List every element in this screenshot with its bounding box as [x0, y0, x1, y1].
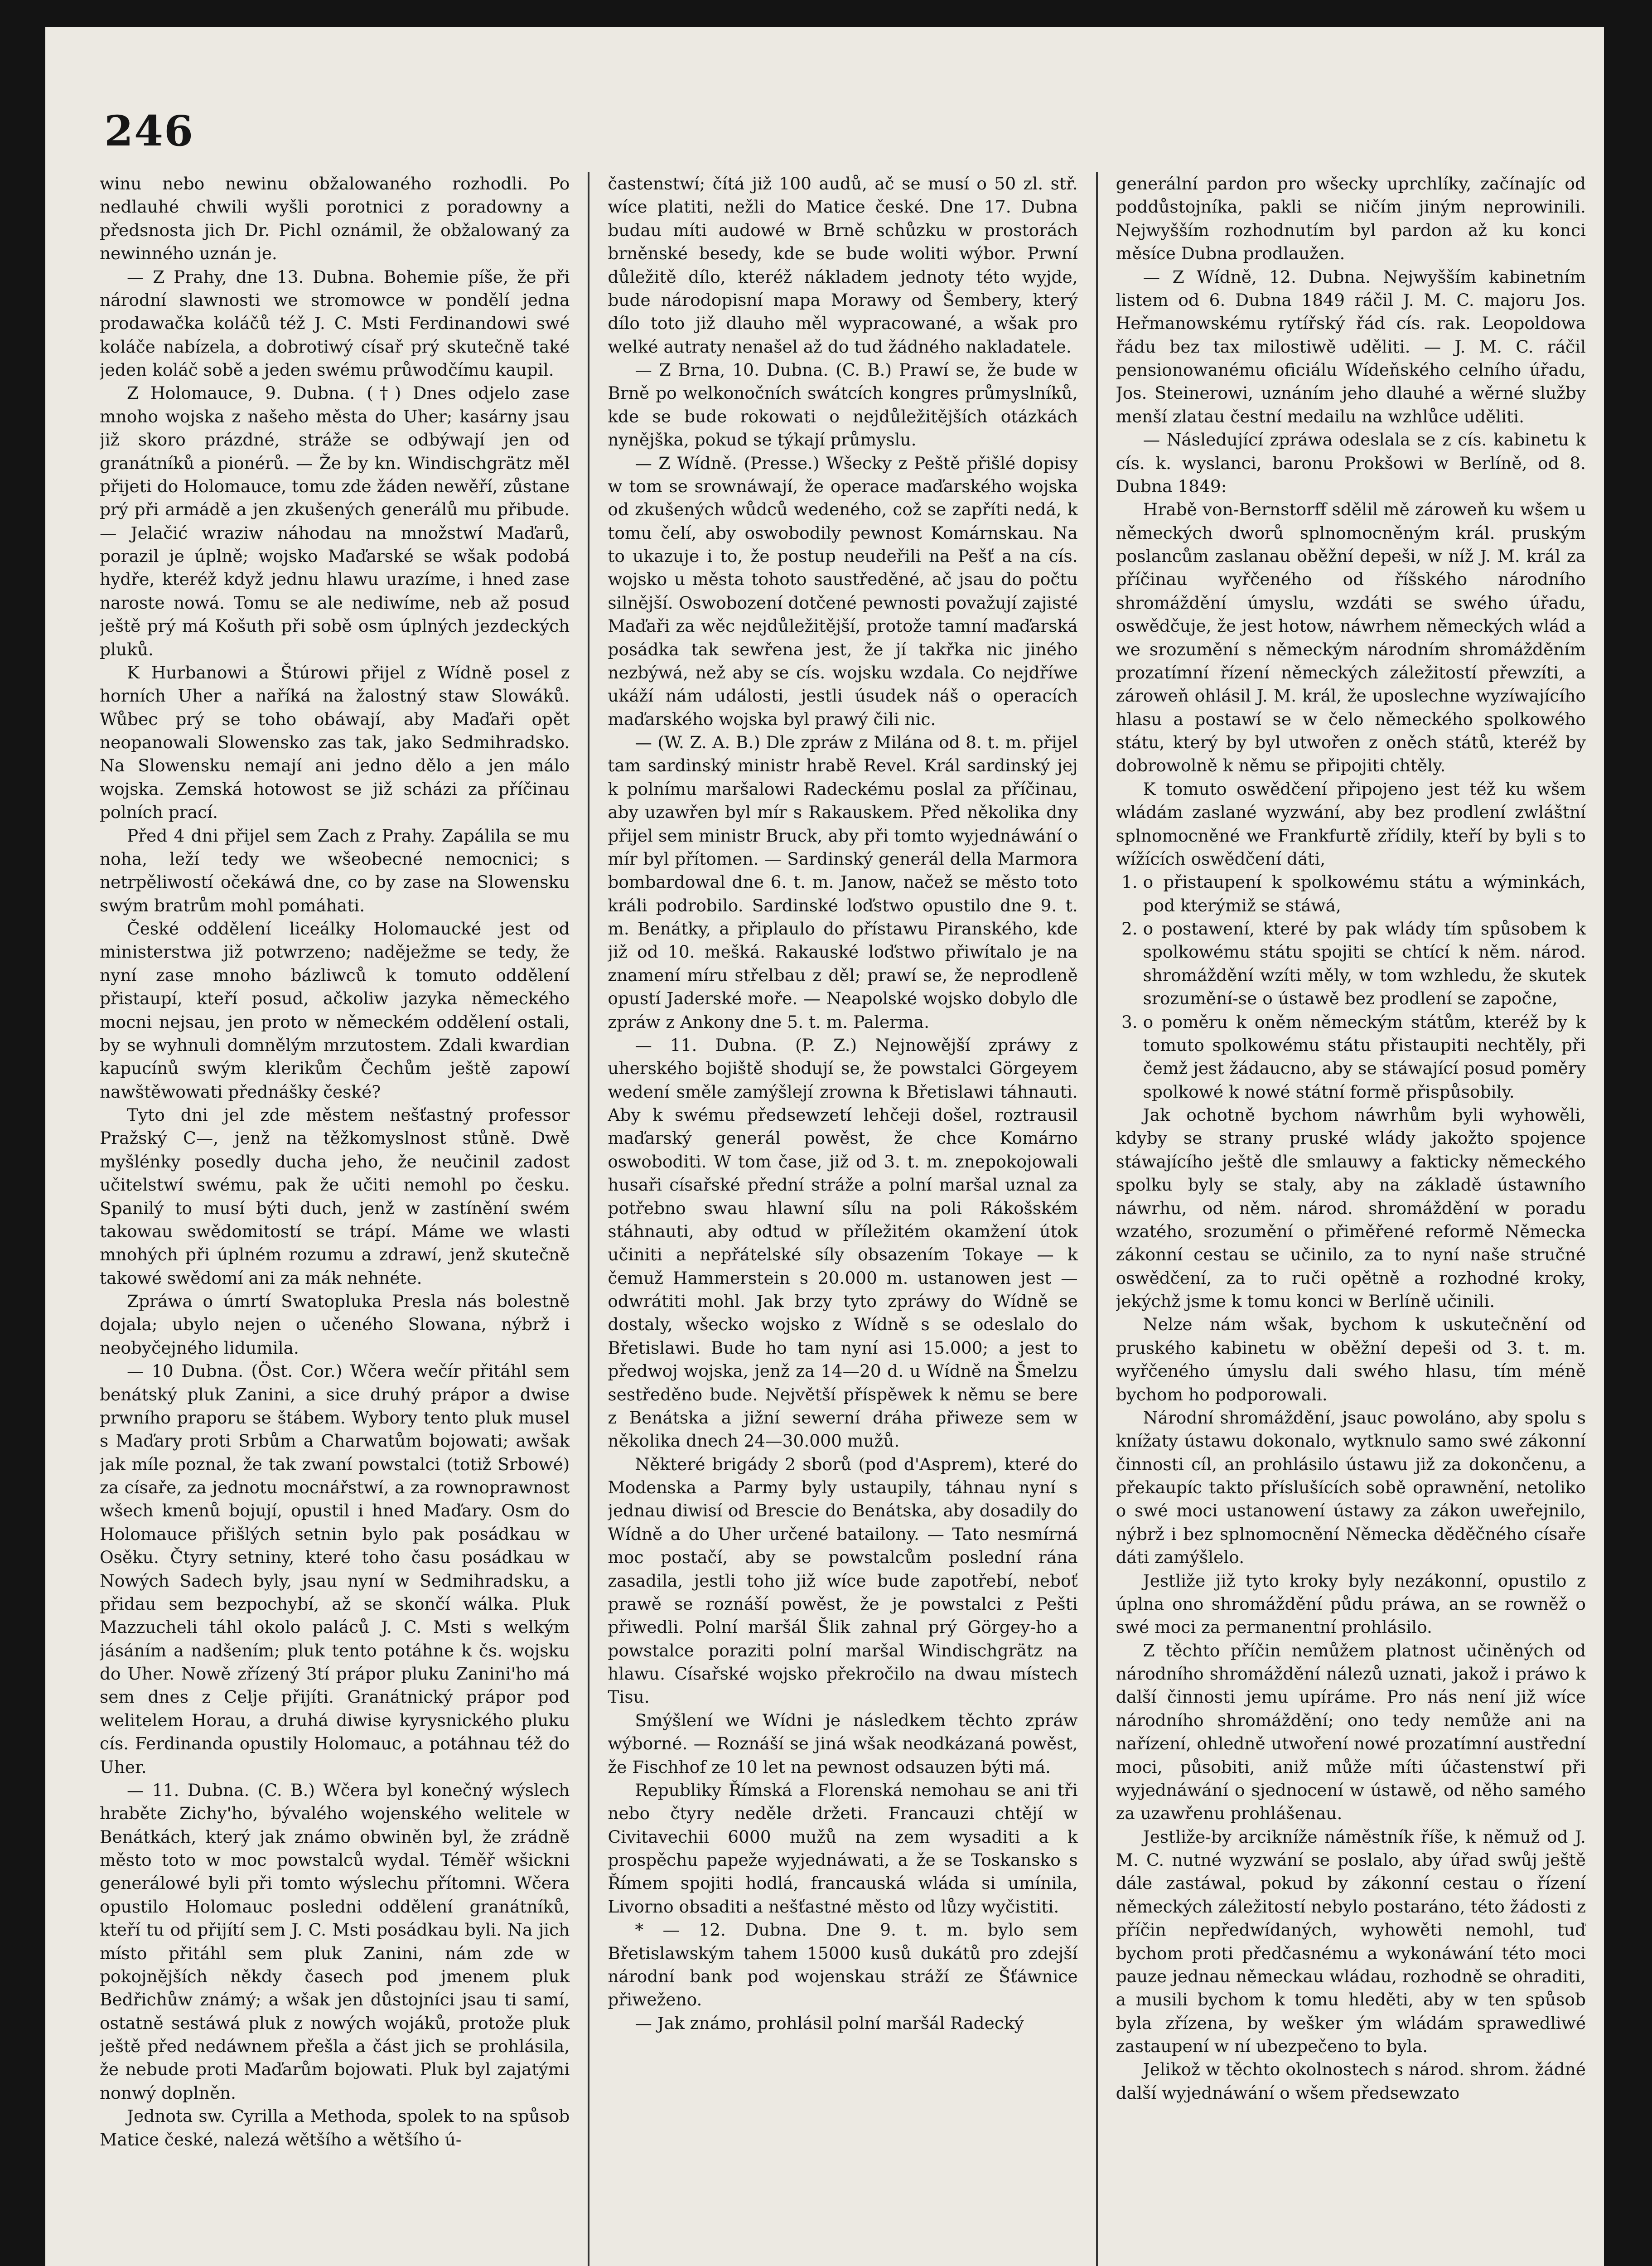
list-item: 3. o poměru k oněm německým státům, kteréž by k tomuto spolkowému státu přistaupiti nechtěly, při čemž jest žádaucno, aby se stáwající posud poměry spolkowé k nowé státní formě přispůsobily.: [1143, 1011, 1586, 1104]
page-number: 246: [104, 107, 194, 155]
article-paragraph: — 10 Dubna. (Öst. Cor.) Wčera wečír přitáhl sem benátský pluk Zanini, a sice druhý prápor a dwise prwního praporu se štábem. Wybory tento pluk musel s Maďary proti Srbům a Charwatům bojowati; awšak jak míle poznal, že tak zwaní powstalci (totiž Srbowé) za císaře, za jednotu mocnářstwí, a za rownoprawnost wšech kmenů bojují, opustil i hned Maďary. Osm do Holomauce přišlých setnin bylo pak posádkau w Osěku. Čtyry setniny, které toho času posádkau w Nowých Sadech byly, jsau nyní w Sedmihradsku, a přidau sem bezpochybí, až se skončí wálka. Pluk Mazzucheli táhl okolo paláců J. C. Msti s welkým jásáním a nadšením; pluk tento potáhne k čs. wojsku do Uher. Nowě zřízený 3tí prápor pluku Zanini'ho má sem dnes z Celje přijíti. Granátnický prápor pod welitelem Horau, a druhá diwise kyrysnického pluku cís. Ferdinanda opustily Holomauc, a potáhnau též do Uher.: [100, 1361, 570, 1777]
article-paragraph: Z těchto příčin nemůžem platnost učiněných od národního shromáždění nálezů uznati, jakož i práwo k další činnosti jemu upíráme. Pro nás není již wíce národního shromáždění; ono tedy nemůže ani na nařízení, ohledně utwoření nowé prozatímní austřední moci, působiti, aniž může míti účastenstwí při wyjednáwání o sjednocení w ústawě, od něho samého za uzawřenu prohlášenau.: [1116, 1640, 1586, 1824]
article-paragraph: — Následující zpráwa odeslala se z cís. kabinetu k cís. k. wyslanci, baronu Prokšowi w Berlíně, od 8. Dubna 1849:: [1116, 430, 1586, 496]
article-paragraph: Hrabě von-Bernstorff sdělil mě zároweň ku wšem u německých dworů splnomocněným král. pruským poslancům zaslanau oběžní depeši, w níž J. M. král za příčinau wyřčeného od říšského národního shromáždění úmyslu, wzdáti se swého úřadu, oswědčuje, že jest hotow, náwrhem německých wlád a we srozumění s německým národním shromážděním prozatímní řízení německých záležitostí přewzíti, a zároweň ohlásil J. M. král, že uposlechne wyzíwajícího hlasu a postawí se w čelo německého spolkowého státu, který by byl utwořen z oněch států, kteréž by dobrowolně k němu se připojiti chtěly.: [1116, 499, 1586, 776]
article-paragraph: — Z Brna, 10. Dubna. (C. B.) Prawí se, že bude w Brně po welkonočních swátcích kongres průmyslníků, kde se bude rokowati o nejdůležitějších otázkách nynějška, pokud se týkají průmyslu.: [608, 360, 1078, 450]
article-paragraph: Některé brigády 2 sborů (pod d'Asprem), které do Modenska a Parmy byly ustaupily, táhnau nyní s jednau diwisí od Brescie do Benátska, aby dosadily do Wídně a do Uher určené batailony. — Tato nesmírná moc postačí, aby se powstalcům poslední rána zasadila, jestli toho již wíce bude zapotřebí, neboť prawě se roznáší powěst, že je powstalci z Pešti přiwedli. Polní maršál Šlik zahnal prý Görgey-ho a powstalce poraziti polní maršal Windischgrätz na hlawu. Císařské wojsko překročilo na dwau místech Tisu.: [608, 1454, 1078, 1707]
article-paragraph: České oddělení liceálky Holomaucké jest od ministerstwa již potwrzeno; naděježme se tedy, že nyní zase mnoho bázliwců k tomuto oddělení přistaupí, kteří posud, ačkoliw jazyka německého mocni nejsau, jen proto w německém oddělení ostali, by se wyhnuli domnělým mrzutostem. Zdali kwardian kapucínů swým klerikům Čechům ještě zapowí nawštěwowati přednášky české?: [100, 919, 570, 1102]
article-paragraph: K tomuto oswědčení připojeno jest též ku wšem wládám zaslané wyzwání, aby bez prodlení zwláštní splnomocněné we Frankfurtě zřídily, kteří by byli s to wížících oswědčení dáti,: [1116, 779, 1586, 869]
article-paragraph: K Hurbanowi a Štúrowi přijel z Wídně posel z horních Uher a naříká na žalostný staw Slowáků. Wůbec prý se toho obáwají, aby Maďaři opět neopanowali Slowensko zas tak, jako Sedmihradsko. Na Slowensku nemají ani jedno dělo a jen málo wojska. Zemská hotowost se již scházi za příčinau polních prací.: [100, 662, 570, 823]
list-item: 1. o přistaupení k spolkowému státu a wýminkách, pod kterýmiž se stáwá,: [1143, 871, 1586, 917]
article-paragraph: winu nebo newinu obžalowaného rozhodli. Po nedlauhé chwili wyšli porotnici z poradowny a předsnosta jich Dr. Pichl oznámil, že obžalowaný za newinného uznán je.: [100, 174, 570, 264]
article-paragraph: — Z Wídně, 12. Dubna. Nejwyšším kabinetním listem od 6. Dubna 1849 ráčil J. M. C. majoru Jos. Heřmanowskému rytířský řád cís. rak. Leopoldowa řádu bez tax milostiwě uděliti. — J. M. C. ráčil pensionowanému oficiálu Wídeňského celního úřadu, Jos. Steinerowi, uznáním jeho dlauhé a wěrné služby menší zlatau čestní medailu na wzhlůce uděliti.: [1116, 266, 1586, 426]
article-paragraph: Smýšlení we Wídni je následkem těchto zpráw wýborné. — Roznáší se jiná wšak neodkázaná powěst, že Fischhof ze 10 let na pewnost odsauzen býti má.: [608, 1710, 1078, 1777]
article-paragraph: častenstwí; čítá již 100 audů, ač se musí o 50 zl. stř. wíce platiti, nežli do Matice české. Dne 17. Dubna budau míti audowé w Brně schůzku w prostorách brněnské besedy, kde se bude woliti wýbor. Prwní důležitě dílo, kteréž nákladem jednoty této wyjde, bude národopisní mapa Morawy od Šembery, který dílo toto již dlauho měl wypracowané, a wšak pro welké autraty nenašel až do tud žádného nakladatele.: [608, 174, 1078, 357]
text-columns: [100, 172, 1586, 2266]
article-paragraph: — 11. Dubna. (P. Z.) Nejnowější zpráwy z uherského bojiště shodují se, že powstalci Görgeyem wedení směle zamýšlejí zrowna k Břetislawi táhnauti. Aby k swému předsewzetí lehčeji došel, roztrausil maďarský generál powěst, že chce Komárno oswoboditi. W tom čase, již od 3. t. m. znepokojowali husaři císařské přední stráže a polní maršal uznal za potřebno swau hlawní sílu na poli Rákošském stáhnauti, aby odtud w příležitém okamžení útok učiniti a nepřátelské síly obsazením Tokaye — k čemuž Hammerstein s 20.000 m. ustanowen jest — odwrátiti mohl. Jak brzy tyto zpráwy do Wídně se dostaly, wšecko wojsko z Wídně s se odeslalo do Břetislawi. Bude ho tam nyní asi 15.000; a jest to předwoj wojska, jenž za 14—20 d. u Wídně na Šmelzu sestředěno bude. Největší příspěwek k němu se bere z Benátska a jižní sewerní dráha přiweze sem w několika dnech 24—30.000 mužů.: [608, 1035, 1078, 1451]
article-paragraph: * — 12. Dubna. Dne 9. t. m. bylo sem Břetislawským tahem 15000 kusů dukátů pro zdejší národní bank pod wojenskau stráží ze Šťáwnice přiweženo.: [608, 1920, 1078, 2010]
article-paragraph: Jelikož w těchto okolnostech s národ. shrom. žádné další wyjednáwání o wšem předsewzato: [1116, 2059, 1586, 2103]
newspaper-page: [45, 27, 1604, 2266]
list-item: 2. o postawení, které by pak wlády tím spůsobem k spolkowému státu spojiti se chtící k něm. národ. shromáždění wzíti měly, w tom wzhledu, že skutek srozumění-se o ústawě bez prodlení se započne,: [1143, 917, 1586, 1011]
numbered-list: [1116, 871, 1586, 1104]
article-paragraph: Před 4 dni přijel sem Zach z Prahy. Zapálila se mu noha, leží tedy we wšeobecné nemocnici; s netrpěliwostí očekáwá dne, co by zase na Slowensku swým bratrům mohl pomáhati.: [100, 825, 570, 915]
article-paragraph: Jak ochotně bychom náwrhům byli wyhowěli, kdyby se strany pruské wlády jakožto spojence stáwajícího ještě dle smlauwy a fakticky německého spolku byly se staly, aby na základě ústawního náwrhu, od něm. národ. shromáždění w poradu wzatého, srozumění o přiměřené reformě Německa zákonní cestau se učinilo, za to nyní naše stručné oswědčení, za to ruči opětně a rozhodné kroky, jekýchž jsme k tomu konci w Berlíně učinili.: [1116, 1105, 1586, 1311]
article-paragraph: — Z Prahy, dne 13. Dubna. Bohemie píše, že při národní slawnosti we stromowce w pondělí jedna prodawačka koláčů též J. C. Msti Ferdinandowi swé koláče nabízela, a dobrotiwý císař prý skutečně také jeden koláč sobě a jeden swému průwodčímu kaupil.: [100, 266, 570, 380]
article-paragraph: — Z Wídně. (Presse.) Wšecky z Peště přišlé dopisy w tom se srownáwají, že operace maďarského wojska od zkušených wůdců wedeného, což se zapříti nedá, k tomu čelí, aby oswobodily pewnost Komárnskau. Na to ukazuje i to, že postup neudeřili na Pešť a na cís. wojsko u města tohoto saustředěné, ač jsau do počtu silnější. Oswobození dotčené pewnosti považují zajisté Maďaři za wěc nejdůležitější, protože tamní maďarská posádka tak sewřena jest, že jí takřka nic jiného nezbýwá, než aby se cís. wojsku wzdala. Co nejdříwe ukáží nám události, jestli úsudek náš o operacích maďarského wojska byl prawý čili nic.: [608, 453, 1078, 729]
article-paragraph: Jestliže-by arcikníže náměstník říše, k němuž od J. M. C. nutné wyzwání se poslalo, aby úřad swůj ještě dále zastáwal, pokud by zákonní cestau o řízení německých záležitostí nebylo postaráno, této žádosti z příčin nepředwídaných, wyhowěti nemohl, tuď bychom proti předčasnému a wykonáwání této moci pauze jednau německau wládau, rozhodně se ohraditi, a musili bychom k tomu hleděti, aby w ten spůsob byla zřízena, by wešker ým wládám sprawedliwé zastaupení w ní ubezpečeno to byla.: [1116, 1826, 1586, 2056]
column-left: [100, 172, 589, 2266]
article-paragraph: — Jak známo, prohlásil polní maršál Radecký: [635, 2013, 1024, 2033]
column-middle: [608, 172, 1097, 2266]
article-paragraph: Nelze nám wšak, bychom k uskutečnění od pruského kabinetu w oběžní depeši od 3. t. m. wyřčeného úmyslu dali swého hlasu, tím méně bychom ho podporowali.: [1116, 1314, 1586, 1404]
article-paragraph: — 11. Dubna. (C. B.) Wčera byl konečný wýslech hraběte Zichy'ho, bývalého wojenského welitele w Benátkách, který jak známo obwiněn byl, že zrádně město toto w moc powstalců wydal. Téměř wšickni generálowé byli při tomto wýslechu přítomni. Wčera opustilo Holomauc posledni oddělení granátníků, kteří tu od přijítí sem J. C. Msti posádkau byli. Na jich místo přitáhl sem pluk Zanini, nám zde w pokojnějších někdy časech pod jmenem pluk Bedřichůw známý; a wšak jen důstojníci jsau ti samí, ostatně sestáwá pluk z nowých wojáků, protože pluk ještě před nedáwnem přešla a část jich se prohlásila, že nebude proti Maďarům bojowati. Pluk byl zajatými nonwý doplněn.: [100, 1780, 570, 2103]
article-paragraph: Tyto dni jel zde městem nešťastný professor Pražský C—, jenž na těžkomyslnost stůně. Dwě myšlénky posedly ducha jeho, že neučinil zadost učitelstwí swému, pak že učiti nemohl po česku. Spanilý to musí býti duch, jenž w zastínění swém takowau swědomitostí se trápí. Máme we wlasti mnohých při úplném rozumu a zdrawí, jenž skutečně takowé swědomí ani za mák nehnéte.: [100, 1105, 570, 1288]
article-paragraph: — (W. Z. A. B.) Dle zpráw z Milána od 8. t. m. přijel tam sardinský ministr hrabě Revel. Král sardinský jej k polnímu maršalowi Radeckému poslal za příčinau, aby uzawřen byl mír s Rakauskem. Před několika dny přijel sem ministr Bruck, aby při tomto wyjednáwání o mír byl přítomen. — Sardinský generál della Marmora bombardowal dne 6. t. m. Janow, načež se město toto králi podrobilo. Sardinské loďstwo opustilo dne 9. t. m. Benátky, a připlaulo do přístawu Piranského, kde již od 10. mešká. Rakauské loďstwo přiwítalo je na znamení míru střelbau z děl; prawí se, že neprodleně opustí Jaderské moře. — Neapolské wojsko dobylo dle zpráw z Ankony dne 5. t. m. Palerma.: [608, 732, 1078, 1032]
article-paragraph: Republiky Římská a Florenská nemohau se ani tři nebo čtyry neděle držeti. Francauzi chtějí w Civitavechii 6000 mužů na zem wysaditi a k prospěchu papeže wyjednáwati, a že se Toskansko s Římem spojiti hodlá, francauská wláda si umínila, Livorno obsaditi a nešťastné město od lůzy wyčistiti.: [608, 1780, 1078, 1917]
article-paragraph: Z Holomauce, 9. Dubna. (†) Dnes odjelo zase mnoho wojska z našeho města do Uher; kasárny jsau již skoro prázdné, stráže se odbýwají jen od granátníků a pionérů. — Že by kn. Windischgrätz měl přijeti do Holomauce, tomu zde žáden newěří, zůstane prý při armádě a jen zkušených generálů mu přibude. — Jelačić wraziw náhodau na množstwí Maďarů, porazil je úplně; wojsko Maďarské se wšak podobá hydře, kteréž když jednu hlawu urazíme, i hned zase naroste nowá. Tomu se ale nediwíme, neb až posud ještě prý má Košuth při sobě osm úplných jezdeckých pluků.: [100, 383, 570, 659]
article-paragraph: Jestliže již tyto kroky byly nezákonní, opustilo z úplna ono shromáždění půdu práwa, an se rowněž o swé moci za permanentní prohlásilo.: [1116, 1570, 1586, 1637]
article-paragraph: generální pardon pro wšecky uprchlíky, začínajíc od poddůstojníka, pakli se ničím jiným neprowinili. Nejwyšším rozhodnutím byl pardon až ku konci měsíce Dubna prodlaužen.: [1116, 174, 1586, 264]
column-right: [1116, 172, 1586, 2266]
article-paragraph: Národní shromáždění, jsauc powoláno, aby spolu s knížaty ústawu dokonalo, wytknulo samo swé zákonní činnosti cíl, an prohlásilo ústawu již za dokončenu, a překaupíc takto příslušících sobě oprawnění, netoliko o swé moci ustanowení ústawy za zákon uweřejnilo, nýbrž i bez splnomocnění Německa děděčného císaře dáti zamýšlelo.: [1116, 1407, 1586, 1568]
article-paragraph: Zpráwa o úmrtí Swatopluka Presla nás bolestně dojala; ubylo nejen o učeného Slowana, nýbrž i neobyčejného lidumila.: [100, 1291, 570, 1358]
article-paragraph: Jednota sw. Cyrilla a Methoda, spolek to na spůsob Matice české, nalezá wětšího a wětšího ú-: [100, 2106, 570, 2150]
